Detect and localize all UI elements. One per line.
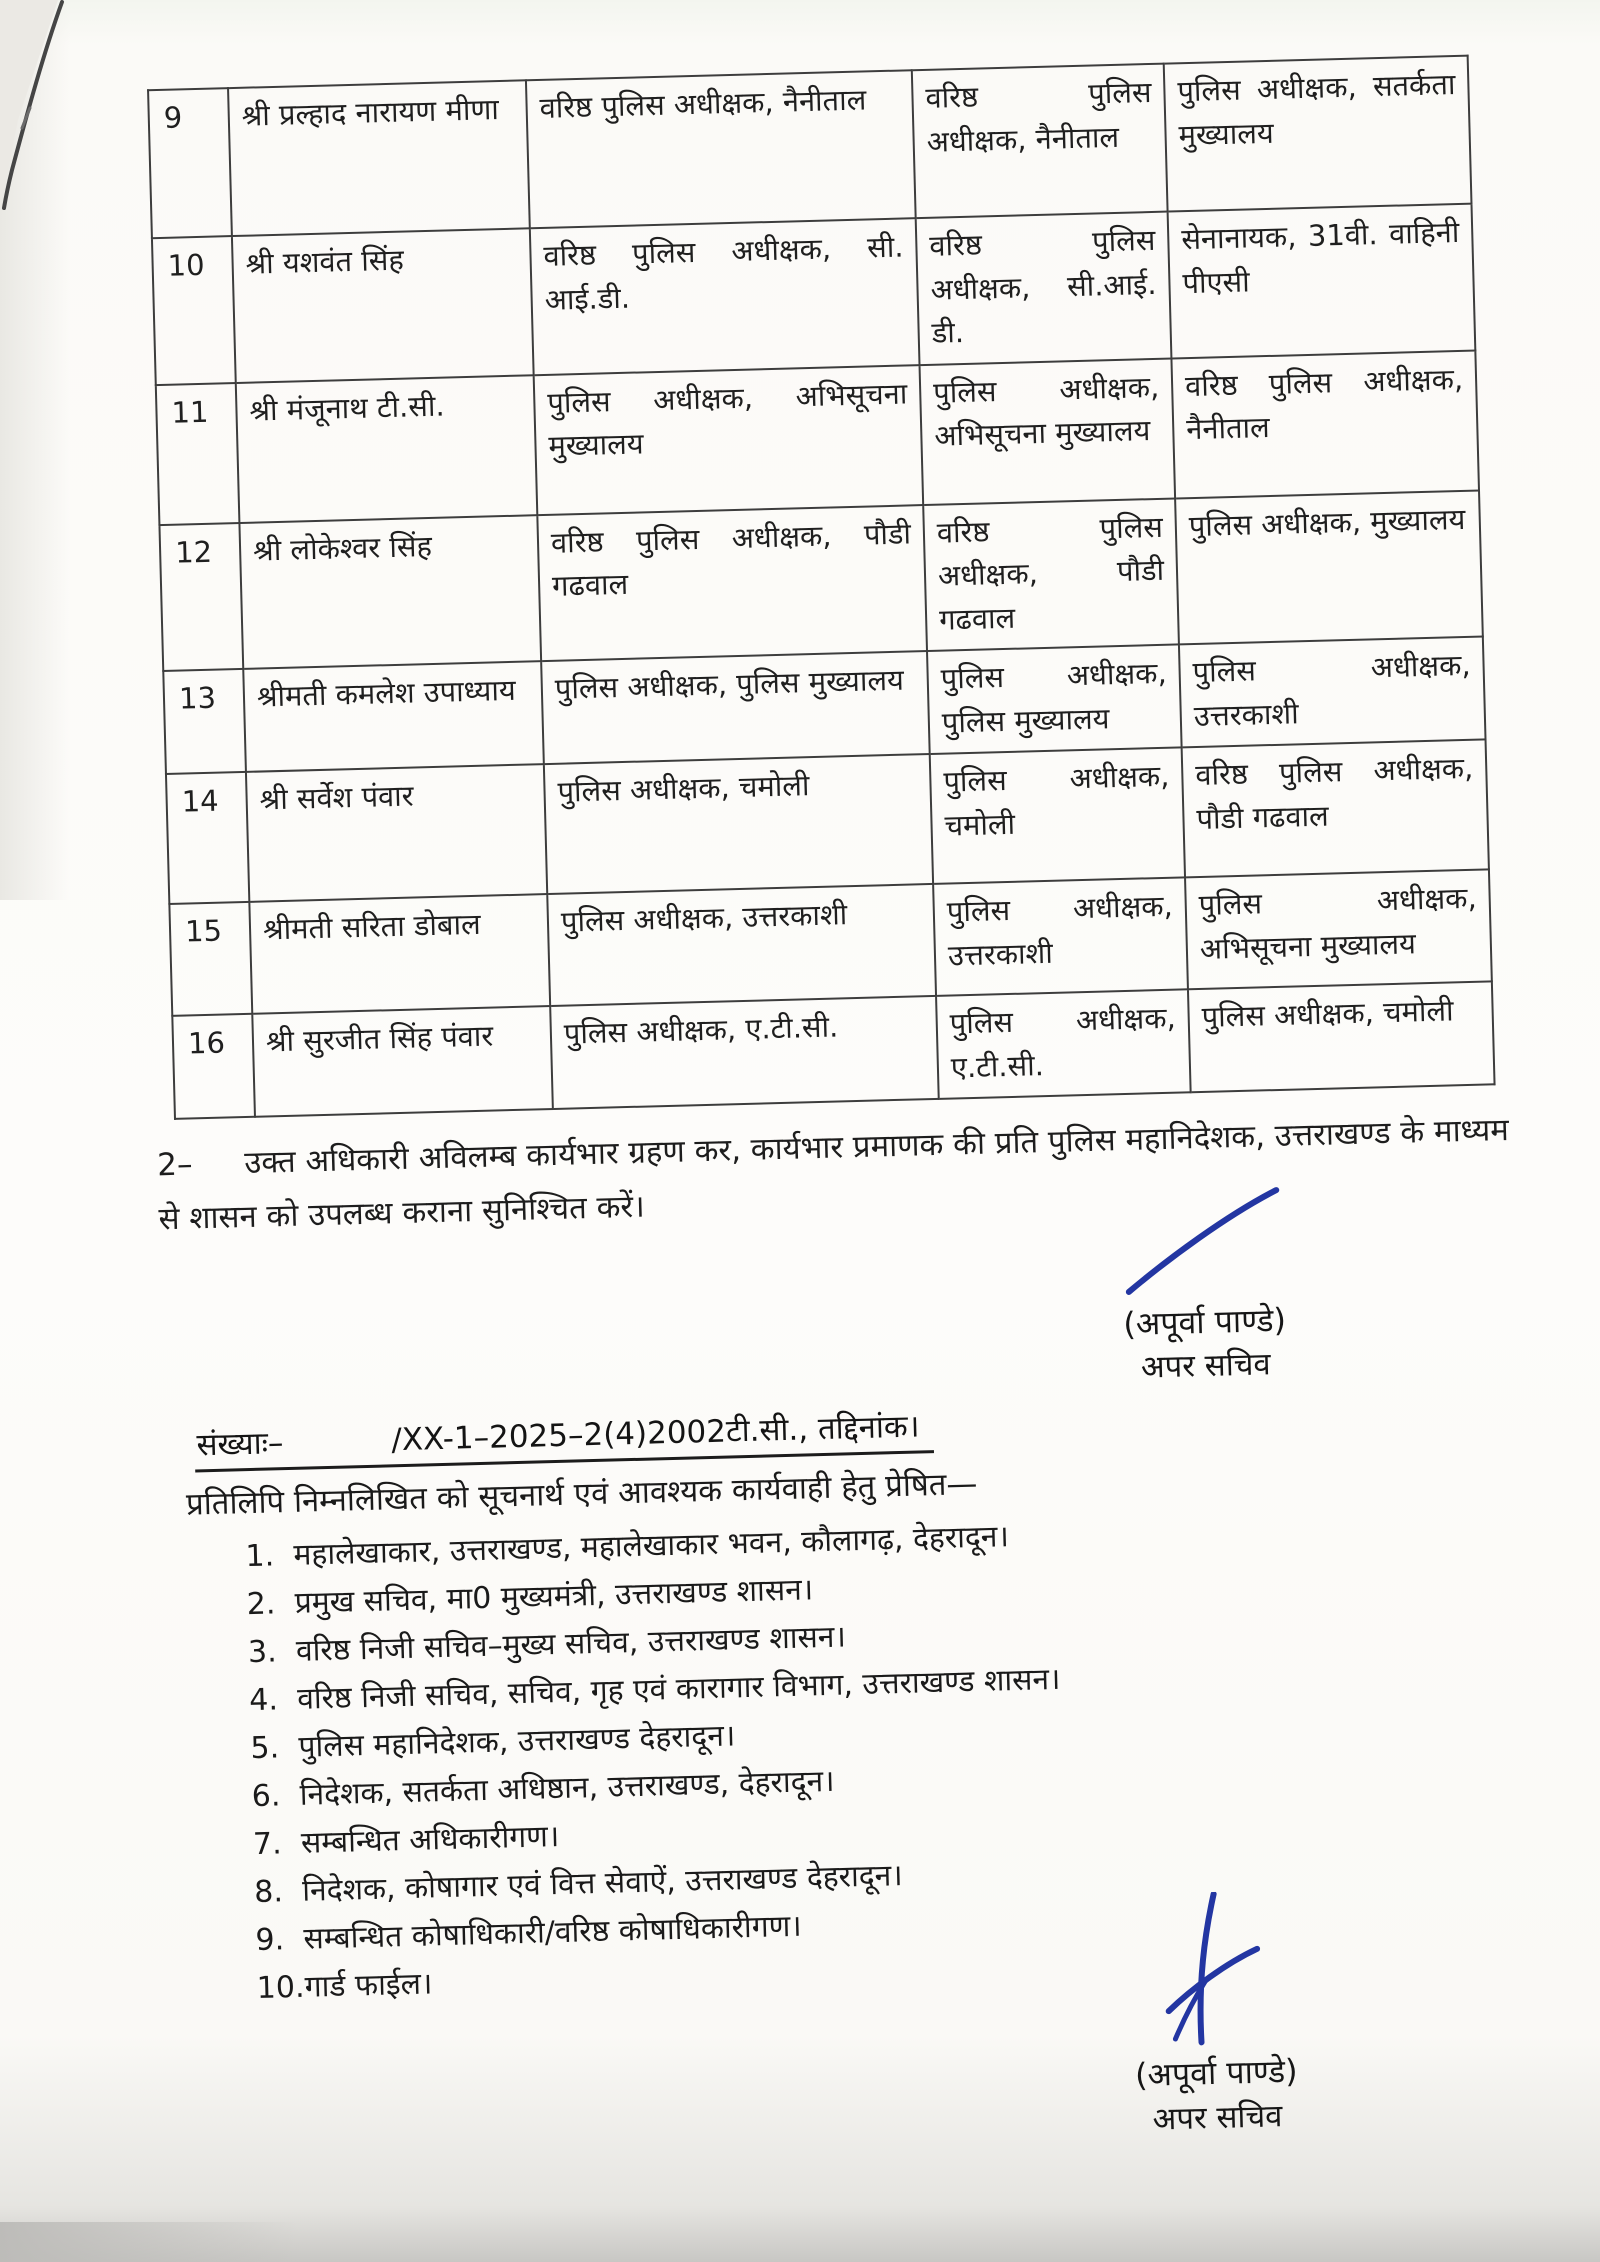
item-text: निदेशक, कोषागार एवं वित्त सेवाऐं, उत्तराखण्ड देहरादून। [301, 1858, 904, 1910]
transferred-from-cell: पुलिस अधीक्षक, ए.टी.सी. [936, 989, 1191, 1099]
previous-posting-cell: पुलिस अधीक्षक, अभिसूचना मुख्यालय [534, 365, 924, 515]
new-posting-cell: पुलिस अधीक्षक, मुख्यालय [1175, 490, 1483, 644]
item-number: 10. [256, 1970, 305, 2007]
signatory-title: अपर सचिव [1152, 2098, 1283, 2138]
reference-label: संख्याः– [196, 1425, 284, 1464]
signature-stroke-icon [1116, 1183, 1289, 1297]
signatory-name: (अपूर्वा पाण्डे) [1134, 2052, 1299, 2095]
serial-cell: 12 [159, 522, 243, 671]
signatory-name: (अपूर्वा पाण्डे) [1122, 1300, 1287, 1343]
item-number: 2. [246, 1586, 276, 1623]
paragraph-number: 2– [156, 1146, 193, 1184]
officer-name-cell: श्री मंजूनाथ टी.सी. [236, 375, 538, 523]
officer-name-cell: श्रीमती कमलेश उपाध्याय [243, 661, 544, 772]
serial-cell: 13 [163, 669, 246, 774]
previous-posting-cell: वरिष्ठ पुलिस अधीक्षक, नैनीताल [526, 70, 916, 228]
item-number: 3. [247, 1634, 278, 1671]
officer-name-cell: श्री सुरजीत सिंह पंवार [252, 1006, 553, 1117]
item-text: वरिष्ठ निजी सचिव, सचिव, गृह एवं कारागार विभाग, उत्तराखण्ड शासन। [296, 1662, 1061, 1718]
transferred-from-cell: पुलिस अधीक्षक, अभिसूचना मुख्यालय [920, 358, 1176, 505]
new-posting-cell: पुलिस अधीक्षक, चमोली [1188, 981, 1495, 1092]
new-posting-cell: पुलिस अधीक्षक, सतर्कता मुख्यालय [1164, 56, 1472, 212]
new-posting-cell: पुलिस अधीक्षक, अभिसूचना मुख्यालय [1185, 869, 1492, 989]
officer-name-cell: श्री सर्वेश पंवार [246, 764, 547, 902]
new-posting-cell: वरिष्ठ पुलिस अधीक्षक, नैनीताल [1171, 350, 1479, 498]
item-number: 8. [253, 1874, 284, 1911]
reference-number: /XX-1–2025–2(4)2002टी.सी., तद्दिनांक। [390, 1408, 920, 1459]
paragraph-text: उक्त अधिकारी अविलम्ब कार्यभार ग्रहण कर, कार्यभार प्रमाणक की प्रति पुलिस महानिदेशक, उत्तराखण्ड के माध्यम से शासन को उपलब्ध कराना सुनिश्चित करें। [158, 1111, 1510, 1238]
serial-cell: 9 [148, 88, 232, 238]
previous-posting-cell: वरिष्ठ पुलिस अधीक्षक, सी. आई.डी. [530, 218, 920, 375]
previous-posting-cell: पुलिस अधीक्षक, उत्तरकाशी [547, 884, 936, 1006]
item-text: प्रमुख सचिव, मा0 मुख्यमंत्री, उत्तराखण्ड शासन। [294, 1572, 814, 1622]
item-number: 1. [245, 1538, 275, 1575]
transferred-from-cell: वरिष्ठ पुलिस अधीक्षक, पौडी गढवाल [923, 498, 1179, 651]
previous-posting-cell: पुलिस अधीक्षक, चमोली [544, 754, 933, 894]
item-number: 5. [250, 1730, 280, 1767]
new-posting-cell: वरिष्ठ पुलिस अधीक्षक, पौडी गढवाल [1182, 739, 1489, 877]
transferred-from-cell: पुलिस अधीक्षक, चमोली [930, 747, 1185, 884]
transfer-order-table [147, 55, 1496, 1120]
officer-name-cell: श्री यशवंत सिंह [232, 228, 534, 382]
item-text: निदेशक, सतर्कता अधिष्ठान, उत्तराखण्ड, देहरादून। [299, 1764, 835, 1814]
signatory-title: अपर सचिव [1140, 1346, 1272, 1386]
serial-cell: 15 [169, 902, 252, 1016]
officer-name-cell: श्री लोकेश्वर सिंह [239, 515, 541, 669]
item-text: पुलिस महानिदेशक, उत्तराखण्ड देहरादून। [298, 1718, 736, 1766]
serial-cell: 10 [152, 236, 236, 385]
signature-block-upper [1036, 1181, 1371, 1393]
transferred-from-cell: पुलिस अधीक्षक, पुलिस मुख्यालय [927, 644, 1182, 754]
serial-cell: 11 [156, 383, 240, 525]
new-posting-cell: सेनानायक, 31वी. वाहिनी पीएसी [1168, 204, 1476, 358]
item-text: गार्ड फाईल। [304, 1966, 433, 2006]
transferred-from-cell: वरिष्ठ पुलिस अधीक्षक, सी.आई. डी. [916, 212, 1172, 365]
copy-distribution-line: प्रतिलिपि निम्नलिखित को सूचनार्थ एवं आवश्यक कार्यवाही हेतु प्रेषित— [185, 1466, 978, 1523]
item-text: महालेखाकार, उत्तराखण्ड, महालेखाकार भवन, कौलागढ़, देहरादून। [293, 1519, 1010, 1574]
document-content [118, 14, 1541, 2168]
serial-cell: 16 [172, 1014, 255, 1119]
previous-posting-cell: पुलिस अधीक्षक, ए.टी.सी. [550, 996, 939, 1109]
item-number: 6. [251, 1778, 281, 1815]
transferred-from-cell: पुलिस अधीक्षक, उत्तरकाशी [933, 877, 1188, 996]
transferred-from-cell: वरिष्ठ पुलिस अधीक्षक, नैनीताल [912, 64, 1168, 219]
reference-underline [194, 1404, 934, 1472]
item-text: सम्बन्धित कोषाधिकारी/वरिष्ठ कोषाधिकारीगण। [303, 1908, 803, 1958]
new-posting-cell: पुलिस अधीक्षक, उत्तरकाशी [1179, 636, 1486, 747]
item-number: 9. [255, 1922, 285, 1959]
page-bottom-shadow [0, 2222, 300, 2262]
officer-name-cell: श्री प्रल्हाद नारायण मीणा [228, 80, 530, 236]
item-number: 4. [248, 1682, 279, 1719]
signature-block-lower [1047, 1888, 1383, 2145]
item-text: वरिष्ठ निजी सचिव–मुख्य सचिव, उत्तराखण्ड शासन। [295, 1619, 847, 1670]
item-text: सम्बन्धित अधिकारीगण। [300, 1819, 560, 1862]
signature-stroke-icon [1152, 1891, 1276, 2049]
officer-name-cell: श्रीमती सरिता डोबाल [249, 894, 550, 1014]
serial-cell: 14 [166, 772, 249, 904]
item-number: 7. [252, 1826, 283, 1863]
reference-blank-gap [284, 1451, 392, 1454]
previous-posting-cell: वरिष्ठ पुलिस अधीक्षक, पौडी गढवाल [537, 505, 927, 662]
previous-posting-cell: पुलिस अधीक्षक, पुलिस मुख्यालय [541, 651, 930, 764]
